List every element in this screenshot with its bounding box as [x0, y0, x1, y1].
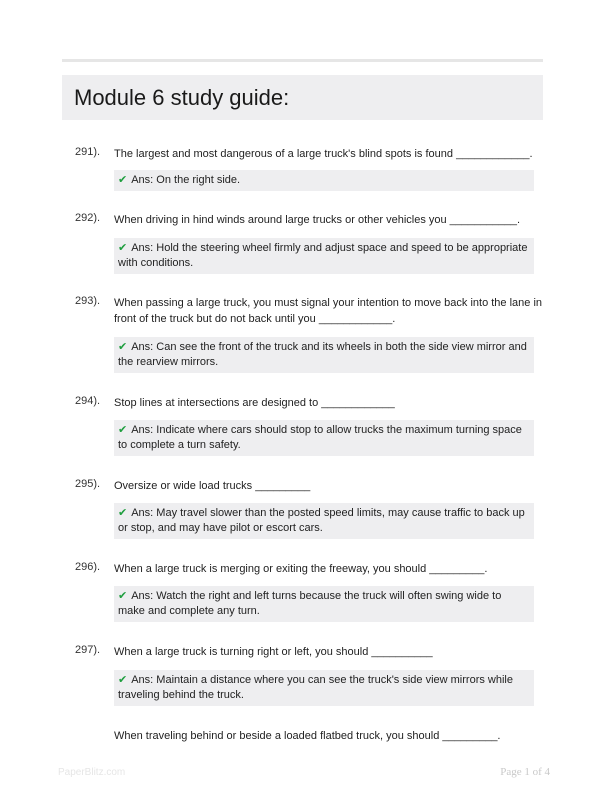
footer-brand: PaperBlitz.com: [58, 767, 126, 778]
question-text: When traveling behind or beside a loaded flatbed truck, you should _________.: [114, 730, 501, 742]
question-text: When a large truck is turning right or left, you should __________: [114, 646, 433, 658]
question-number: 291).: [75, 146, 101, 158]
question-text: When a large truck is merging or exiting the freeway, you should _________.: [114, 563, 488, 575]
check-icon: ✔: [118, 590, 128, 602]
page-title: Module 6 study guide:: [74, 84, 290, 110]
question-text: When passing a large truck, you must signal your intention to move back into the lane in front of the truck but do not back until you ____________.: [114, 297, 543, 325]
question-text: Oversize or wide load trucks _________: [114, 480, 311, 492]
question-text: The largest and most dangerous of a large truck's blind spots is found ____________.: [114, 148, 533, 160]
answer-text: Ans: Maintain a distance where you can see the truck's side view mirrors while traveling behind the truck.: [118, 674, 513, 701]
question-text: Stop lines at intersections are designed to ____________: [114, 397, 395, 409]
check-icon: ✔: [118, 242, 128, 254]
check-icon: ✔: [118, 674, 128, 686]
check-icon: ✔: [118, 174, 128, 186]
check-icon: ✔: [118, 424, 128, 436]
answer-text: Ans: Watch the right and left turns because the truck will often swing wide to make and complete any turn.: [118, 590, 502, 617]
answer-text: Ans: Can see the front of the truck and its wheels in both the side view mirror and the rearview mirrors.: [118, 341, 527, 368]
answer-text: Ans: On the right side.: [131, 174, 241, 186]
top-divider: [62, 59, 543, 62]
answer-box: [114, 238, 534, 274]
question-number: 292).: [75, 212, 101, 224]
answer-text: Ans: Hold the steering wheel firmly and adjust space and speed to be appropriate with conditions.: [118, 242, 528, 269]
question-number: 293).: [75, 295, 101, 307]
check-icon: ✔: [118, 507, 128, 519]
title-banner: [62, 75, 543, 120]
answer-text: Ans: May travel slower than the posted speed limits, may cause traffic to back up or stop, and may have pilot or escort cars.: [118, 507, 525, 534]
question-number: 297).: [75, 644, 101, 656]
question-number: 295).: [75, 478, 101, 490]
question-number: 296).: [75, 561, 101, 573]
check-icon: ✔: [118, 341, 128, 353]
answer-box: [114, 420, 534, 456]
page-number: Page 1 of 4: [500, 766, 550, 778]
question-text: When driving in hind winds around large trucks or other vehicles you ___________.: [114, 214, 521, 226]
answer-box: [114, 170, 534, 191]
answer-box: [114, 586, 534, 622]
answer-box: [114, 503, 534, 539]
answer-box: [114, 670, 534, 706]
answer-box: [114, 337, 534, 373]
answer-text: Ans: Indicate where cars should stop to allow trucks the maximum turning space to complete a turn safety.: [118, 424, 522, 451]
question-number: 294).: [75, 395, 101, 407]
